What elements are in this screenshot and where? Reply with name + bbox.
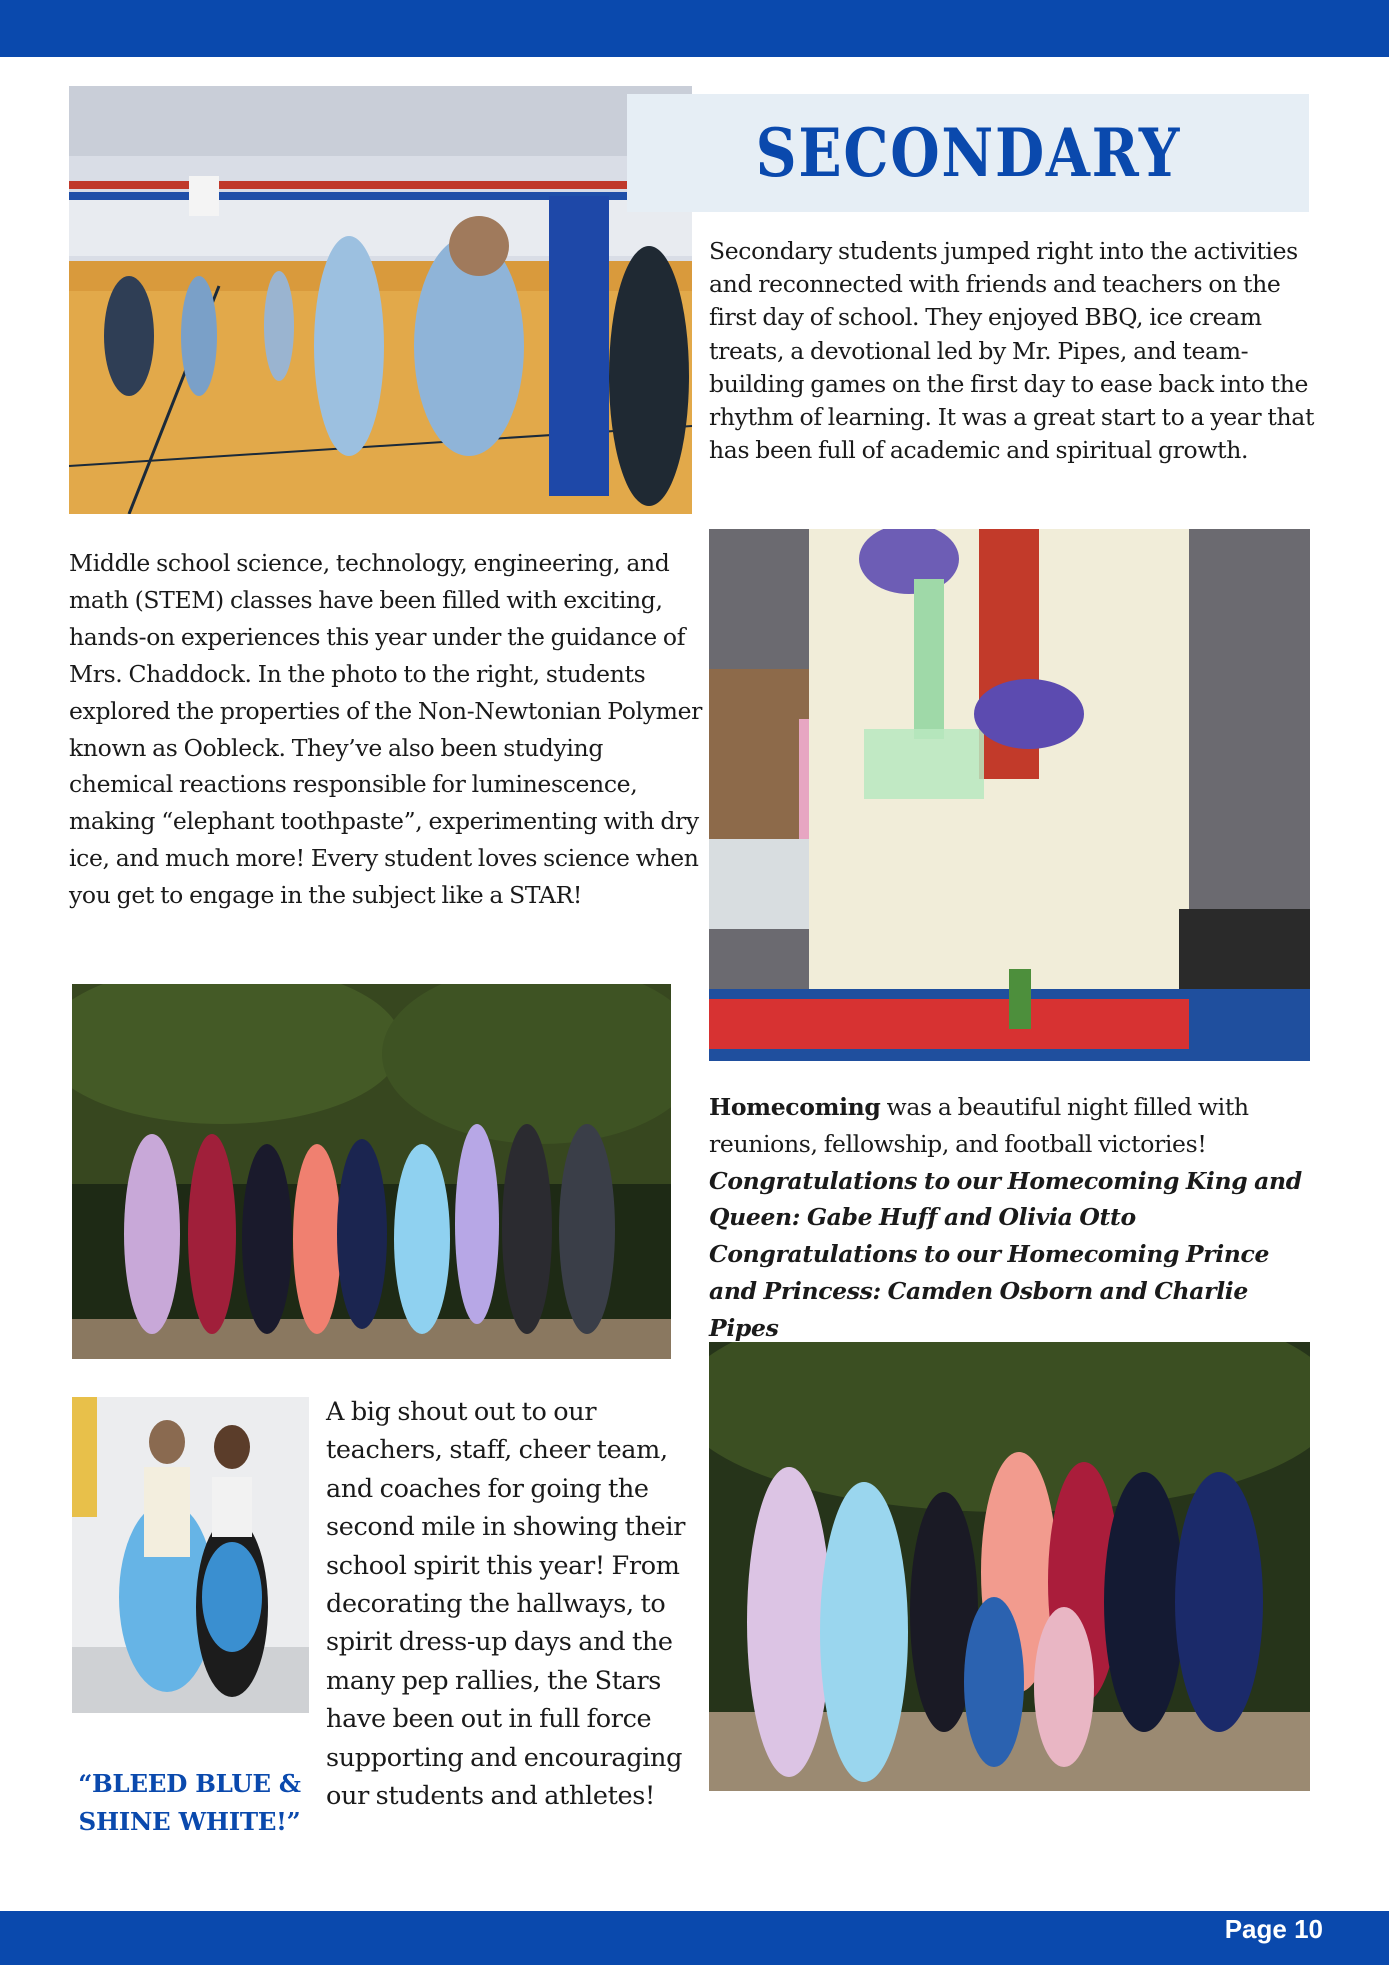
intro-paragraph: Secondary students jumped right into the activities and reconnected with friends and teachers on the first day of school. They enjoyed BBQ, ice cream treats, a devotional led by Mr. Pipes, and team-building games on the first day to ease back into the rhythm of learning. It was a great start to a year that has been full of academic and spiritual growth.: [709, 237, 1315, 465]
congrats-prince-princess: Congratulations to our Homecoming Prince and Princess: Camden Osborn and Charlie Pipes: [709, 1240, 1270, 1342]
homecoming-court-group-photo: [72, 984, 671, 1359]
section-title-box: [627, 94, 1309, 212]
bleed-blue-quote: “BLEED BLUE & SHINE WHITE!”: [78, 1769, 301, 1836]
congrats-king-queen: Congratulations to our Homecoming King and Queen: Gabe Huff and Olivia Otto: [709, 1166, 1302, 1232]
oobleck-lab-photo: [709, 529, 1310, 1061]
school-spirit-paragraph: A big shout out to our teachers, staff, cheer team, and coaches for going the second mile in showing their school spirit this year! From decorating the hallways, to spirit dress-up days and the many pep rallies, the Stars have been out in full force supporting and encouraging our students and athletes!: [326, 1397, 686, 1812]
teachers-spirit-day-photo: [72, 1397, 309, 1713]
homecoming-text: was a beautiful night filled with reunions, fellowship, and football victories!: [709, 1093, 1249, 1158]
homecoming-paragraph: [709, 1089, 1321, 1347]
section-title: SECONDARY: [755, 114, 1181, 192]
top-banner: [0, 0, 1389, 57]
homecoming-lead: Homecoming: [709, 1093, 881, 1121]
bottom-banner: [0, 1911, 1389, 1965]
page-number: Page 10: [1224, 1914, 1323, 1944]
gym-team-building-photo: [69, 86, 692, 514]
homecoming-court-sashes-photo: [709, 1342, 1310, 1791]
stem-paragraph: Middle school science, technology, engineering, and math (STEM) classes have been filled with exciting, hands-on experiences this year under the guidance of Mrs. Chaddock. In the photo to the right, students explored the properties of the Non-Newtonian Polymer known as Oobleck. They’ve also been studying chemical reactions responsible for luminescence, making “elephant toothpaste”, experimenting with dry ice, and much more! Every student loves science when you get to engage in the subject like a STAR!: [69, 549, 703, 910]
